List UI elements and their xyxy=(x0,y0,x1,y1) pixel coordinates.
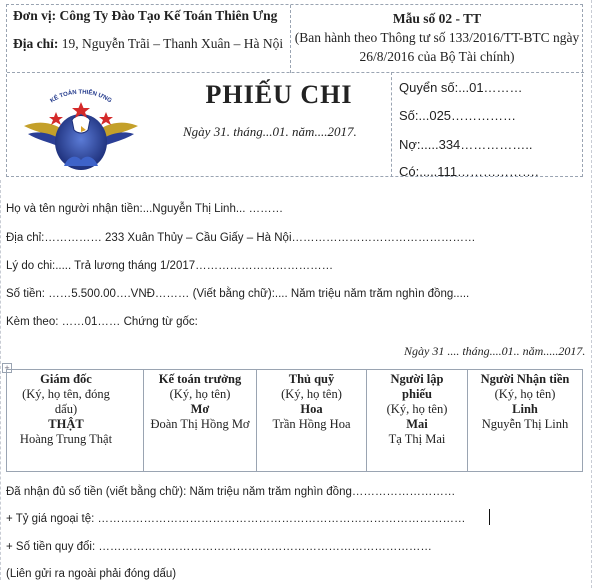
signature-full-name: Hoàng Trung Thật xyxy=(19,432,113,446)
header-divider-vertical xyxy=(290,5,291,73)
form-reference-2: 26/8/2016 của Bộ Tài chính) xyxy=(359,49,515,64)
signature-full-name: Đoàn Thị Hồng Mơ xyxy=(150,417,250,431)
form-number: Mẫu số 02 - TT xyxy=(392,11,482,26)
logo-arc-text: KẾ TOÁN THIÊN ƯNG xyxy=(49,89,113,105)
receiver-address-line: Địa chỉ:…………… 233 Xuân Thủy – Cầu Giấy – Hà Nội………………………………………… xyxy=(6,232,476,244)
address-label: Địa chỉ: xyxy=(13,36,59,51)
signature-chief-accountant xyxy=(144,370,256,471)
signature-instruction: (Ký, họ tên) xyxy=(281,387,342,401)
right-margin-guide xyxy=(591,0,593,588)
signature-full-name: Nguyễn Thị Linh xyxy=(481,417,569,431)
exchange-rate-line xyxy=(6,513,466,525)
text-cursor xyxy=(489,509,490,525)
unit-value: Công Ty Đào Tạo Kế Toán Thiên Ưng xyxy=(59,8,278,23)
signature-title: Thủ quỹ xyxy=(288,372,335,386)
signature-short-name: Mơ xyxy=(190,402,210,416)
left-margin-guide xyxy=(0,180,2,580)
form-reference-1: (Ban hành theo Thông tư số 133/2016/TT-BTC ngày xyxy=(294,30,580,45)
signature-instruction: (Ký, họ tên) xyxy=(386,402,448,416)
signature-director xyxy=(7,370,125,471)
signature-short-name: THẬT xyxy=(48,417,84,431)
form-info xyxy=(292,9,582,66)
signature-short-name: Mai xyxy=(406,417,428,431)
voucher-number: Số:...025…………… xyxy=(399,108,517,123)
signature-instruction: (Ký, họ tên, đóng dấu) xyxy=(22,387,110,416)
footer-note: (Liên gửi ra ngoài phải đóng dấu) xyxy=(6,568,177,580)
reason-line: Lý do chi:..... Trả lương tháng 1/2017……………………………… xyxy=(6,260,334,272)
signature-full-name: Tạ Thị Mai xyxy=(388,432,446,446)
signature-table xyxy=(6,369,583,472)
signature-title: Kế toán trưởng xyxy=(158,372,242,386)
received-amount-line: Đã nhận đủ số tiền (viết bằng chữ): Năm triệu năm trăm nghìn đồng……………………… xyxy=(6,486,456,498)
address-value: 19, Nguyễn Trãi – Thanh Xuân – Hà Nội xyxy=(61,36,284,51)
signature-instruction: (Ký, họ tên) xyxy=(169,387,231,401)
debit-account: Nợ:.....334…………….. xyxy=(399,137,533,152)
amount-line: Số tiền: ……5.500.00….VNĐ……… (Viết bằng chữ):.... Năm triệu năm trăm nghìn đồng..... xyxy=(6,288,470,300)
signature-preparer xyxy=(367,370,467,471)
signature-date: Ngày 31 .... tháng....01.. năm.....2017. xyxy=(404,344,586,358)
unit-label: Đơn vị: xyxy=(13,8,57,23)
converted-amount-line: + Số tiền quy đổi: …………………………………………………………………………… xyxy=(6,541,432,553)
signature-short-name: Linh xyxy=(512,402,538,416)
signature-receiver xyxy=(468,370,582,471)
table-move-handle-icon[interactable]: + xyxy=(2,363,12,373)
voucher-date: Ngày 31. tháng...01. năm....2017. xyxy=(183,124,357,139)
signature-title: Giám đốc xyxy=(40,372,92,386)
eagle-logo-icon xyxy=(20,80,142,174)
header-divider-horizontal xyxy=(7,72,584,73)
attachment-line: Kèm theo: ……01…… Chứng từ gốc: xyxy=(6,316,198,328)
signature-instruction: (Ký, họ tên) xyxy=(494,387,556,401)
address-line xyxy=(13,36,283,52)
signature-title: Người Nhận tiền xyxy=(480,372,570,386)
unit-line xyxy=(13,8,277,24)
exchange-rate-text: + Tỷ giá ngoại tệ: …………………………………………………………………………………… xyxy=(6,513,466,525)
book-number: Quyển số:...01……… xyxy=(399,80,523,95)
right-panel-divider xyxy=(391,72,392,177)
svg-text:KẾ TOÁN THIÊN ƯNG xyxy=(49,88,112,104)
receiver-line: Họ và tên người nhận tiền:...Nguyễn Thị Linh... ……… xyxy=(6,203,284,215)
voucher-title: PHIẾU CHI xyxy=(205,80,353,109)
company-logo xyxy=(20,80,142,174)
signature-full-name: Trần Hồng Hoa xyxy=(272,417,351,431)
signature-cashier xyxy=(257,370,366,471)
signature-title: Người lập phiếu xyxy=(390,372,444,401)
credit-account: Có:.....111………………. xyxy=(399,164,539,179)
signature-short-name: Hoa xyxy=(300,402,323,416)
